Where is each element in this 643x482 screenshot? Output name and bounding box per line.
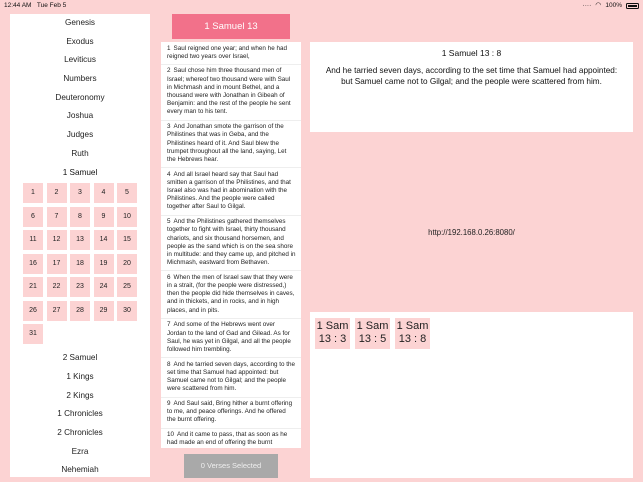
selected-verse-ref: 13 : 3: [318, 333, 347, 345]
verse-row[interactable]: [161, 65, 301, 121]
book-item[interactable]: Ruth: [71, 148, 89, 158]
chapter-button[interactable]: 13: [70, 230, 90, 250]
book-item[interactable]: Ezra: [71, 446, 89, 456]
selected-verse-card[interactable]: [355, 318, 390, 349]
chapter-button[interactable]: 2: [47, 183, 67, 203]
verse-row[interactable]: [161, 319, 301, 358]
chapter-button[interactable]: 16: [23, 254, 43, 274]
book-item[interactable]: 2 Samuel: [62, 353, 98, 363]
verse-number: 10: [167, 431, 175, 439]
chapter-grid: [10, 183, 150, 344]
chapter-button[interactable]: 4: [94, 183, 114, 203]
chapter-button[interactable]: 30: [117, 301, 137, 321]
detail-text: And he tarried seven days, according to the set time that Samuel had appointed: but Samuel came not to Gilgal; and the people were scattered from him.: [325, 66, 618, 86]
selected-verse-card[interactable]: [315, 318, 350, 349]
verse-number: 4: [167, 170, 171, 178]
verse-number: 5: [167, 218, 171, 226]
chapter-button[interactable]: 7: [47, 207, 67, 227]
chapter-button[interactable]: 21: [23, 277, 43, 297]
verse-number: 8: [167, 360, 171, 368]
selected-verse-ref: 13 : 8: [398, 333, 427, 345]
chapter-button[interactable]: 19: [94, 254, 114, 274]
chapter-button[interactable]: 29: [94, 301, 114, 321]
chapter-button[interactable]: 1: [23, 183, 43, 203]
selected-verse-book: 1 Sam: [316, 320, 349, 332]
book-item[interactable]: 1 Kings: [66, 371, 94, 381]
chapter-button[interactable]: 17: [47, 254, 67, 274]
wifi-icon: ◠: [595, 2, 602, 9]
selected-verse-book: 1 Sam: [396, 320, 429, 332]
book-item[interactable]: Nehemiah: [61, 465, 99, 475]
verse-row[interactable]: [161, 429, 301, 448]
book-item[interactable]: Leviticus: [64, 55, 96, 65]
verse-text: And some of the Hebrews went over Jordan to the land of Gad and Gilead. As for Saul, he was yet in Gilgal, and all the people followed him trembling.: [167, 321, 291, 353]
verse-row[interactable]: [161, 168, 301, 216]
verse-number: 2: [167, 67, 171, 75]
chapter-button[interactable]: 12: [47, 230, 67, 250]
server-url: http://192.168.0.26:8080/: [428, 228, 515, 237]
verse-number: 6: [167, 273, 171, 281]
chapter-button[interactable]: 3: [70, 183, 90, 203]
selected-verse-ref: 13 : 5: [358, 333, 387, 345]
book-item[interactable]: Judges: [66, 130, 94, 140]
chapter-button[interactable]: 9: [94, 207, 114, 227]
selected-verse-book: 1 Sam: [356, 320, 389, 332]
verse-row[interactable]: [161, 398, 301, 429]
verse-text: When the men of Israel saw that they were in a strait, (for the people were distressed,) then the people did hide themselves in caves, and in thickets, and in rocks, and in high places, and in pits.: [167, 273, 295, 314]
status-bar: [0, 0, 643, 11]
book-item[interactable]: Genesis: [64, 18, 96, 27]
verse-text: And the Philistines gathered themselves together to fight with Israel, thirty thousand chariots, and six thousand horsemen, and people as the sand which is on the sea shore in multitude: and they came up, and pitched in Michmash, eastward from Bethaven.: [167, 218, 296, 267]
chapter-button[interactable]: 25: [117, 277, 137, 297]
verse-row[interactable]: [161, 216, 301, 272]
book-list[interactable]: [10, 14, 150, 477]
chapter-button[interactable]: 28: [70, 301, 90, 321]
book-item[interactable]: 2 Chronicles: [57, 427, 103, 437]
detail-reference: 1 Samuel 13 : 8: [441, 48, 502, 58]
selected-verses-panel: [310, 312, 633, 478]
book-item[interactable]: Exodus: [66, 36, 94, 46]
verse-text: And Saul said, Bring hither a burnt offering to me, and peace offerings. And he offered the burnt offering.: [167, 400, 293, 424]
verse-row[interactable]: [161, 271, 301, 319]
chapter-button[interactable]: 18: [70, 254, 90, 274]
book-item[interactable]: Deuteronomy: [55, 92, 105, 102]
verse-text: And it came to pass, that as soon as he had made an end of offering the burnt: [167, 431, 288, 447]
chapter-button[interactable]: 20: [117, 254, 137, 274]
chapter-button[interactable]: 31: [23, 324, 43, 344]
book-item[interactable]: 1 Samuel: [62, 167, 98, 177]
verse-row[interactable]: [161, 358, 301, 397]
chapter-button[interactable]: 5: [117, 183, 137, 203]
verse-row[interactable]: [161, 121, 301, 169]
verse-detail-panel: [310, 42, 633, 132]
signal-icon: ····: [582, 2, 592, 9]
chapter-button[interactable]: 14: [94, 230, 114, 250]
chapter-button[interactable]: 23: [70, 277, 90, 297]
verse-text: And he tarried seven days, according to the set time that Samuel had appointed: but Samuel came not to Gilgal; and the people were scattered from him.: [167, 360, 295, 393]
chapter-button[interactable]: 24: [94, 277, 114, 297]
verse-text: And all Israel heard say that Saul had smitten a garrison of the Philistines, and that Israel also was had in abomination with the Philistines. And the people were called together after Saul to Gilgal.: [167, 170, 291, 211]
book-item[interactable]: 2 Kings: [66, 390, 94, 400]
book-item[interactable]: 1 Chronicles: [57, 409, 103, 419]
verse-text: And Jonathan smote the garrison of the Philistines that was in Geba, and the Philistines heard of it. And Saul blew the trumpet throughout all the land, saying, Let the Hebrews hear.: [167, 123, 287, 163]
verse-text: Saul chose him three thousand men of Israel; whereof two thousand were with Saul in Michmash and in mount Bethel, and a thousand were with Jonathan in Gibeah of Benjamin: and the rest of the people he sent every man to his tent.: [167, 67, 291, 116]
battery-percent: 100%: [605, 2, 622, 9]
chapter-button[interactable]: 8: [70, 207, 90, 227]
chapter-button[interactable]: 11: [23, 230, 43, 250]
status-time: 12:44 AM Tue Feb 5: [4, 2, 67, 9]
chapter-button[interactable]: 10: [117, 207, 137, 227]
verse-number: 1: [167, 44, 171, 52]
book-item[interactable]: Numbers: [63, 74, 97, 84]
verse-number: 7: [167, 321, 171, 329]
verse-list[interactable]: [161, 42, 301, 448]
chapter-button[interactable]: 22: [47, 277, 67, 297]
book-item[interactable]: Joshua: [66, 111, 94, 121]
status-right: [583, 0, 639, 11]
verse-row[interactable]: [161, 42, 301, 65]
verses-selected-button[interactable]: 0 Verses Selected: [184, 454, 278, 478]
verse-number: 3: [167, 123, 171, 131]
chapter-button[interactable]: 6: [23, 207, 43, 227]
battery-icon: [626, 3, 639, 9]
verse-text: Saul reigned one year; and when he had reigned two years over Israel,: [167, 44, 287, 60]
verse-number: 9: [167, 400, 171, 408]
chapter-button[interactable]: 26: [23, 301, 43, 321]
selected-verse-card[interactable]: [395, 318, 430, 349]
current-chapter-button[interactable]: 1 Samuel 13: [172, 14, 290, 39]
chapter-button[interactable]: 15: [117, 230, 137, 250]
chapter-button[interactable]: 27: [47, 301, 67, 321]
